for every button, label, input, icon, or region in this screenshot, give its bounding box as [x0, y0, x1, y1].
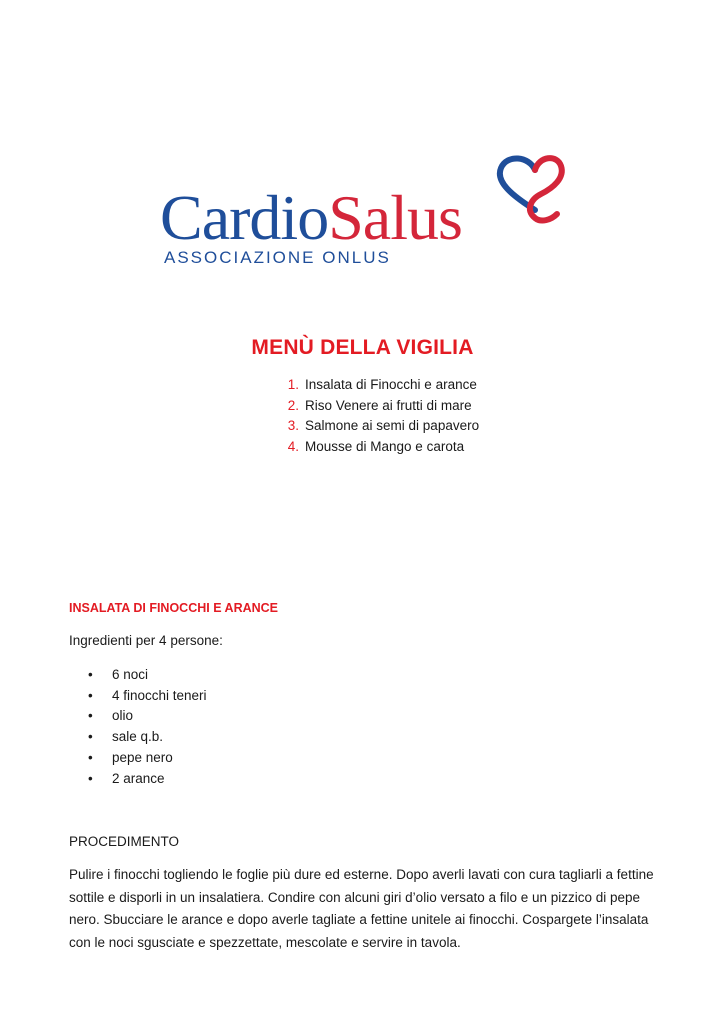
menu-item-number: 1.	[287, 377, 299, 392]
list-item	[88, 665, 207, 686]
ingredients-list	[88, 665, 207, 789]
menu-item-number: 2.	[287, 397, 299, 413]
menu-item	[275, 437, 479, 458]
menu-item	[275, 396, 479, 417]
logo-subtitle: ASSOCIAZIONE ONLUS	[164, 248, 391, 267]
menu-item-label: Mousse di Mango e carota	[305, 438, 465, 454]
recipe-title: INSALATA DI FINOCCHI E ARANCE	[69, 601, 279, 615]
list-item	[88, 727, 207, 748]
bullet-icon: •	[88, 729, 93, 745]
procedure-text: Pulire i finocchi togliendo le foglie più dure ed esterne. Dopo averli lavati con cura tagliarli a fettine sottile e disporli in un insalatiera. Condire con alcuni giri d’olio versato a filo e un pizzico di pepe nero. Sbucciare le arance e dopo averle tagliate a fettine unitele ai finocchi. Cospargete l’insalata con le noci sgusciate e spezzettate, mescolate e servire in tavola.	[69, 867, 654, 950]
ingredient-label: 2 arance	[112, 770, 165, 786]
menu-item	[275, 416, 479, 437]
logo-word-salus: Salus	[328, 182, 462, 253]
bullet-icon: •	[88, 749, 93, 765]
menu-item-number: 3.	[287, 418, 299, 433]
ingredients-intro: Ingredienti per 4 persone:	[69, 633, 223, 648]
bullet-icon: •	[88, 708, 93, 724]
bullet-icon: •	[88, 770, 93, 786]
ingredient-label: 6 noci	[112, 667, 149, 682]
ingredient-label: olio	[112, 708, 134, 724]
procedure-title: PROCEDIMENTO	[69, 834, 180, 849]
list-item	[88, 769, 207, 790]
bullet-icon: •	[88, 667, 93, 682]
menu-list	[275, 375, 479, 457]
menu-title: MENÙ DELLA VIGILIA	[251, 336, 474, 359]
menu-item-label: Riso Venere ai frutti di mare	[305, 397, 472, 413]
menu-item	[275, 375, 479, 396]
logo-wordmark	[160, 182, 462, 253]
cardiosalus-logo	[160, 148, 580, 278]
list-item	[88, 748, 207, 769]
menu-item-number: 4.	[287, 438, 299, 454]
ingredient-label: pepe nero	[112, 749, 173, 765]
ingredient-label: sale q.b.	[112, 729, 164, 745]
menu-item-label: Salmone ai semi di papavero	[305, 418, 480, 433]
heart-icon	[495, 148, 570, 228]
bullet-icon: •	[88, 687, 93, 703]
list-item	[88, 706, 207, 727]
list-item	[88, 686, 207, 707]
logo-word-cardio: Cardio	[160, 182, 329, 253]
menu-item-label: Insalata di Finocchi e arance	[305, 377, 477, 392]
ingredient-label: 4 finocchi teneri	[112, 687, 207, 703]
